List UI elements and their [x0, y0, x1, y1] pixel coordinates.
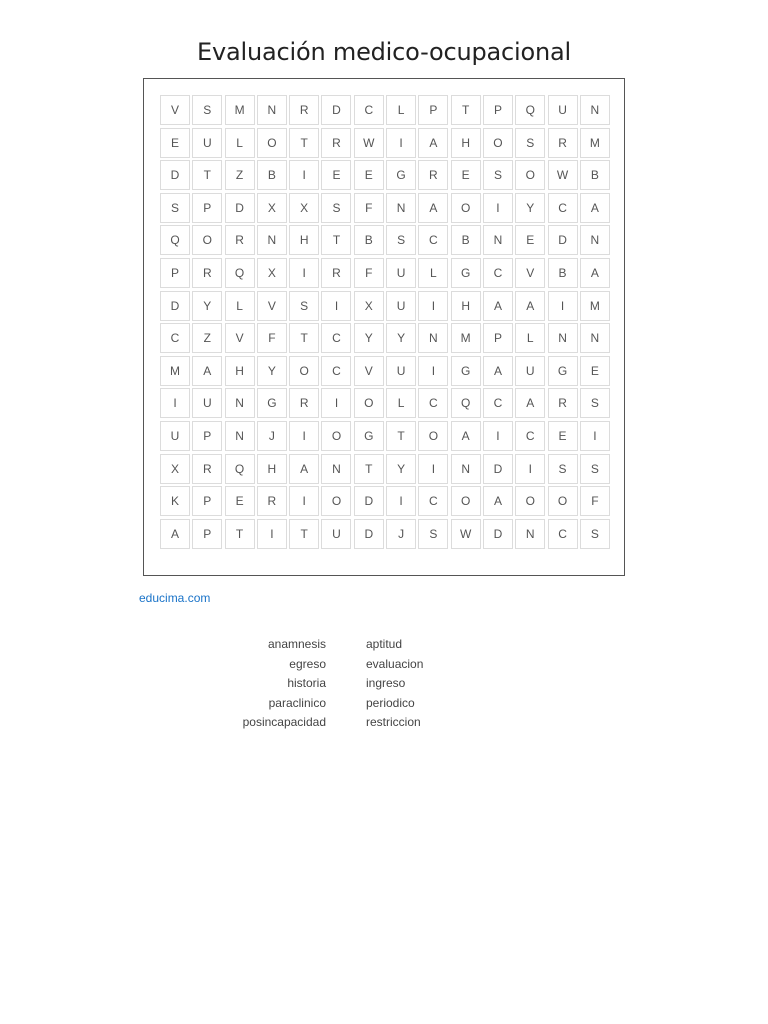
grid-cell[interactable]: O — [451, 486, 481, 516]
grid-cell[interactable]: T — [192, 160, 222, 190]
grid-cell[interactable]: O — [257, 128, 287, 158]
grid-cell[interactable]: O — [289, 356, 319, 386]
grid-cell[interactable]: P — [160, 258, 190, 288]
grid-cell[interactable]: E — [225, 486, 255, 516]
grid-cell[interactable]: F — [257, 323, 287, 353]
grid-cell[interactable]: N — [580, 225, 610, 255]
grid-cell[interactable]: I — [418, 454, 448, 484]
grid-cell[interactable]: L — [515, 323, 545, 353]
grid-cell[interactable]: L — [386, 388, 416, 418]
grid-cell[interactable]: I — [289, 258, 319, 288]
grid-cell[interactable]: U — [548, 95, 578, 125]
word-list-item: aptitud — [366, 637, 403, 651]
grid-cell[interactable]: O — [192, 225, 222, 255]
word-list-item: restriccion — [366, 715, 421, 729]
grid-cell[interactable]: R — [192, 258, 222, 288]
grid-cell[interactable]: N — [580, 95, 610, 125]
grid-cell[interactable]: H — [451, 291, 481, 321]
grid-cell[interactable]: T — [321, 225, 351, 255]
grid-cell[interactable]: A — [483, 486, 513, 516]
grid-cell[interactable]: A — [515, 291, 545, 321]
grid-cell[interactable]: G — [451, 258, 481, 288]
word-list-item: egreso — [289, 656, 326, 671]
grid-cell[interactable]: A — [483, 291, 513, 321]
grid-cell[interactable]: B — [580, 160, 610, 190]
grid-cell[interactable]: F — [354, 258, 384, 288]
grid-cell[interactable]: I — [386, 486, 416, 516]
grid-cell[interactable]: A — [451, 421, 481, 451]
grid-cell[interactable]: Y — [257, 356, 287, 386]
grid-cell[interactable]: J — [386, 519, 416, 549]
grid-cell[interactable]: S — [289, 291, 319, 321]
grid-cell[interactable]: S — [483, 160, 513, 190]
grid-cell[interactable]: W — [354, 128, 384, 158]
grid-cell[interactable]: U — [386, 258, 416, 288]
grid-cell[interactable]: Z — [225, 160, 255, 190]
grid-cell[interactable]: S — [548, 454, 578, 484]
grid-cell[interactable]: A — [515, 388, 545, 418]
grid-cell[interactable]: A — [192, 356, 222, 386]
grid-cell[interactable]: A — [160, 519, 190, 549]
grid-cell[interactable]: P — [192, 193, 222, 223]
grid-cell[interactable]: G — [451, 356, 481, 386]
grid-cell[interactable]: Q — [160, 225, 190, 255]
grid-cell[interactable]: X — [257, 193, 287, 223]
grid-cell[interactable]: D — [225, 193, 255, 223]
grid-cell[interactable]: M — [225, 95, 255, 125]
grid-cell[interactable]: V — [257, 291, 287, 321]
grid-cell[interactable]: T — [354, 454, 384, 484]
grid-cell[interactable]: W — [451, 519, 481, 549]
grid-cell[interactable]: V — [225, 323, 255, 353]
grid-cell[interactable]: T — [289, 128, 319, 158]
grid-cell[interactable]: N — [483, 225, 513, 255]
grid-cell[interactable]: P — [192, 421, 222, 451]
grid-cell[interactable]: T — [289, 519, 319, 549]
grid-cell[interactable]: I — [418, 356, 448, 386]
grid-cell[interactable]: B — [354, 225, 384, 255]
grid-cell[interactable]: R — [192, 454, 222, 484]
grid-cell[interactable]: N — [515, 519, 545, 549]
grid-cell[interactable]: H — [289, 225, 319, 255]
grid-cell[interactable]: R — [548, 128, 578, 158]
grid-cell[interactable]: N — [580, 323, 610, 353]
grid-cell[interactable]: P — [483, 95, 513, 125]
grid-cell[interactable]: C — [160, 323, 190, 353]
letter-grid — [160, 95, 610, 549]
grid-cell[interactable]: D — [160, 291, 190, 321]
grid-cell[interactable]: D — [548, 225, 578, 255]
grid-cell[interactable]: D — [483, 519, 513, 549]
grid-cell[interactable]: Y — [192, 291, 222, 321]
grid-cell[interactable]: J — [257, 421, 287, 451]
grid-cell[interactable]: N — [225, 388, 255, 418]
grid-cell[interactable]: S — [160, 193, 190, 223]
grid-cell[interactable]: N — [225, 421, 255, 451]
grid-cell[interactable]: P — [192, 519, 222, 549]
grid-cell[interactable]: I — [160, 388, 190, 418]
grid-cell[interactable]: S — [386, 225, 416, 255]
grid-cell[interactable]: E — [548, 421, 578, 451]
word-list-item: historia — [287, 676, 326, 690]
grid-cell[interactable]: H — [257, 454, 287, 484]
grid-cell[interactable]: M — [580, 291, 610, 321]
grid-cell[interactable]: O — [515, 160, 545, 190]
grid-cell[interactable]: C — [515, 421, 545, 451]
grid-cell[interactable]: Q — [515, 95, 545, 125]
grid-cell[interactable]: R — [321, 128, 351, 158]
grid-cell[interactable]: O — [418, 421, 448, 451]
grid-cell[interactable]: D — [160, 160, 190, 190]
grid-cell[interactable]: I — [321, 388, 351, 418]
grid-cell[interactable]: V — [160, 95, 190, 125]
grid-cell[interactable]: G — [354, 421, 384, 451]
grid-cell[interactable]: I — [548, 291, 578, 321]
word-list-item: periodico — [366, 695, 415, 710]
grid-cell[interactable]: S — [192, 95, 222, 125]
grid-cell[interactable]: Y — [386, 323, 416, 353]
grid-cell[interactable]: I — [289, 160, 319, 190]
page-title: Evaluación medico-ocupacional — [197, 38, 571, 66]
grid-cell[interactable]: F — [580, 486, 610, 516]
grid-cell[interactable]: C — [321, 323, 351, 353]
word-list-right-column — [366, 636, 423, 734]
grid-cell[interactable]: I — [483, 193, 513, 223]
word-list-left-column — [243, 636, 326, 734]
grid-cell[interactable]: I — [580, 421, 610, 451]
grid-cell[interactable]: R — [548, 388, 578, 418]
grid-cell[interactable]: E — [451, 160, 481, 190]
grid-cell[interactable]: E — [515, 225, 545, 255]
grid-cell[interactable]: Y — [515, 193, 545, 223]
grid-cell[interactable]: G — [257, 388, 287, 418]
grid-cell[interactable]: I — [257, 519, 287, 549]
grid-cell[interactable]: M — [160, 356, 190, 386]
grid-cell[interactable]: F — [354, 193, 384, 223]
word-list-item: anamnesis — [267, 637, 326, 651]
grid-cell[interactable]: R — [257, 486, 287, 516]
grid-cell[interactable]: X — [354, 291, 384, 321]
grid-cell[interactable]: P — [192, 486, 222, 516]
grid-cell[interactable]: U — [386, 356, 416, 386]
grid-cell[interactable]: I — [289, 421, 319, 451]
grid-cell[interactable]: C — [354, 95, 384, 125]
grid-cell[interactable]: B — [257, 160, 287, 190]
grid-cell[interactable]: G — [386, 160, 416, 190]
grid-cell[interactable]: M — [580, 128, 610, 158]
grid-cell[interactable]: O — [321, 421, 351, 451]
grid-cell[interactable]: C — [483, 388, 513, 418]
grid-cell[interactable]: V — [515, 258, 545, 288]
grid-cell[interactable]: A — [418, 193, 448, 223]
word-search-board — [143, 78, 625, 576]
grid-cell[interactable]: R — [225, 225, 255, 255]
grid-cell[interactable]: A — [580, 258, 610, 288]
grid-cell[interactable]: L — [418, 258, 448, 288]
grid-cell[interactable]: E — [354, 160, 384, 190]
grid-cell[interactable]: P — [483, 323, 513, 353]
grid-cell[interactable]: W — [548, 160, 578, 190]
grid-cell[interactable]: S — [580, 388, 610, 418]
grid-cell[interactable]: U — [192, 128, 222, 158]
word-list-item: evaluacion — [366, 656, 424, 671]
grid-cell[interactable]: D — [354, 486, 384, 516]
grid-cell[interactable]: B — [548, 258, 578, 288]
grid-cell[interactable]: A — [418, 128, 448, 158]
grid-cell[interactable]: S — [321, 193, 351, 223]
grid-cell[interactable]: S — [515, 128, 545, 158]
grid-cell[interactable]: A — [483, 356, 513, 386]
grid-cell[interactable]: R — [289, 95, 319, 125]
grid-cell[interactable]: S — [580, 519, 610, 549]
grid-cell[interactable]: E — [160, 128, 190, 158]
grid-cell[interactable]: T — [451, 95, 481, 125]
grid-cell[interactable]: G — [548, 356, 578, 386]
grid-cell[interactable]: S — [418, 519, 448, 549]
grid-cell[interactable]: I — [289, 486, 319, 516]
grid-cell[interactable]: X — [289, 193, 319, 223]
grid-cell[interactable]: O — [515, 486, 545, 516]
grid-cell[interactable]: C — [548, 193, 578, 223]
grid-cell[interactable]: C — [418, 225, 448, 255]
grid-cell[interactable]: U — [160, 421, 190, 451]
grid-cell[interactable]: L — [386, 95, 416, 125]
grid-cell[interactable]: I — [321, 291, 351, 321]
word-list-item: ingreso — [366, 676, 406, 690]
grid-cell[interactable]: I — [515, 454, 545, 484]
grid-cell[interactable]: O — [548, 486, 578, 516]
grid-cell[interactable]: N — [257, 225, 287, 255]
grid-cell[interactable]: N — [451, 454, 481, 484]
grid-cell[interactable]: Q — [225, 454, 255, 484]
grid-cell[interactable]: Y — [354, 323, 384, 353]
grid-cell[interactable]: O — [483, 128, 513, 158]
grid-cell[interactable]: E — [580, 356, 610, 386]
grid-cell[interactable]: T — [289, 323, 319, 353]
grid-cell[interactable]: Q — [451, 388, 481, 418]
grid-cell[interactable]: U — [386, 291, 416, 321]
grid-cell[interactable]: B — [451, 225, 481, 255]
grid-cell[interactable]: D — [321, 95, 351, 125]
grid-cell[interactable]: T — [386, 421, 416, 451]
grid-cell[interactable]: C — [418, 388, 448, 418]
grid-cell[interactable]: N — [321, 454, 351, 484]
grid-cell[interactable]: I — [418, 291, 448, 321]
grid-cell[interactable]: I — [483, 421, 513, 451]
grid-cell[interactable]: H — [225, 356, 255, 386]
grid-cell[interactable]: I — [386, 128, 416, 158]
grid-cell[interactable]: C — [321, 356, 351, 386]
grid-cell[interactable]: C — [483, 258, 513, 288]
grid-cell[interactable]: L — [225, 128, 255, 158]
grid-cell[interactable]: L — [225, 291, 255, 321]
source-link[interactable]: educima.com — [139, 591, 211, 605]
grid-cell[interactable]: X — [257, 258, 287, 288]
grid-cell[interactable]: N — [548, 323, 578, 353]
grid-cell[interactable]: N — [386, 193, 416, 223]
grid-cell[interactable]: U — [321, 519, 351, 549]
grid-cell[interactable]: A — [289, 454, 319, 484]
grid-cell[interactable]: N — [257, 95, 287, 125]
grid-cell[interactable]: D — [483, 454, 513, 484]
grid-cell[interactable]: U — [192, 388, 222, 418]
grid-cell[interactable]: Z — [192, 323, 222, 353]
grid-cell[interactable]: E — [321, 160, 351, 190]
grid-cell[interactable]: R — [418, 160, 448, 190]
grid-cell[interactable]: V — [354, 356, 384, 386]
grid-cell[interactable]: R — [289, 388, 319, 418]
grid-cell[interactable]: N — [418, 323, 448, 353]
grid-cell[interactable]: S — [580, 454, 610, 484]
word-list-item: posincapacidad — [242, 715, 326, 729]
grid-cell[interactable]: O — [321, 486, 351, 516]
grid-cell[interactable]: C — [418, 486, 448, 516]
grid-cell[interactable]: K — [160, 486, 190, 516]
grid-cell[interactable]: R — [321, 258, 351, 288]
grid-cell[interactable]: O — [354, 388, 384, 418]
grid-cell[interactable]: T — [225, 519, 255, 549]
grid-cell[interactable]: A — [580, 193, 610, 223]
grid-cell[interactable]: Q — [225, 258, 255, 288]
grid-cell[interactable]: C — [548, 519, 578, 549]
grid-cell[interactable]: U — [515, 356, 545, 386]
word-list-item: paraclinico — [268, 695, 326, 710]
grid-cell[interactable]: P — [418, 95, 448, 125]
grid-cell[interactable]: Y — [386, 454, 416, 484]
grid-cell[interactable]: D — [354, 519, 384, 549]
grid-cell[interactable]: M — [451, 323, 481, 353]
grid-cell[interactable]: O — [451, 193, 481, 223]
grid-cell[interactable]: H — [451, 128, 481, 158]
grid-cell[interactable]: X — [160, 454, 190, 484]
